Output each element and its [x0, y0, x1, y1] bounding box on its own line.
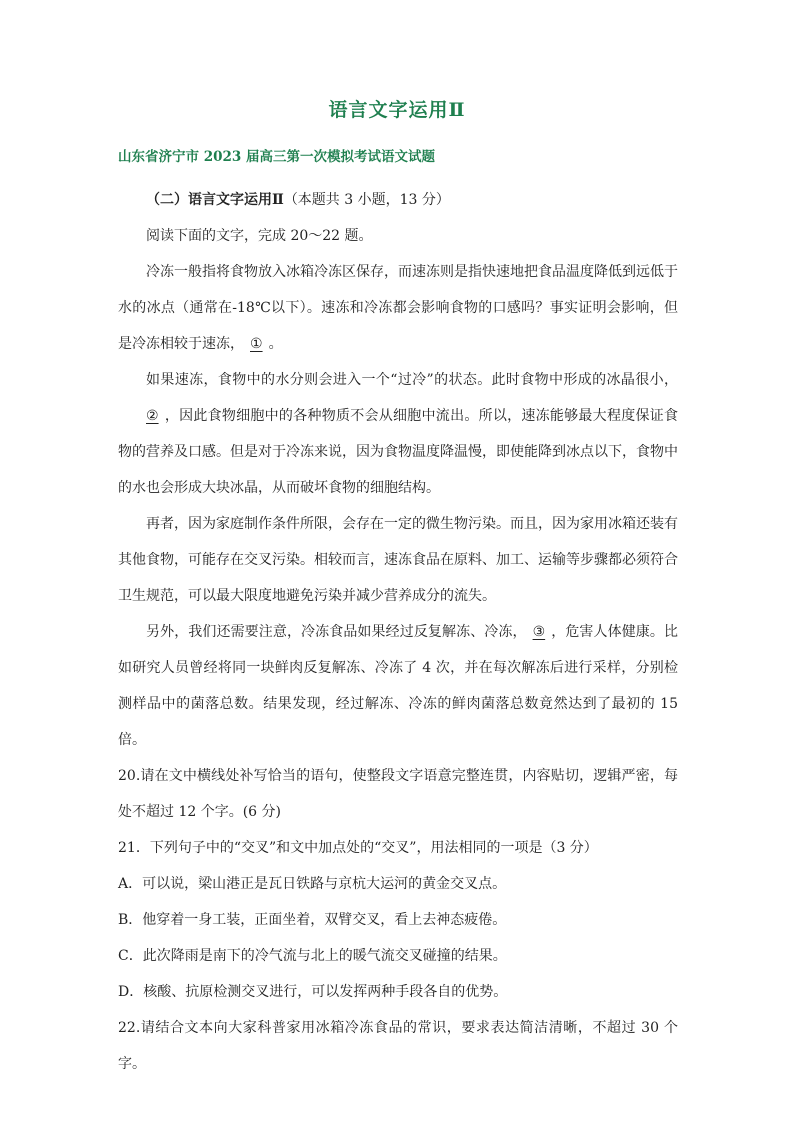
passage-paragraph-2: [118, 362, 678, 506]
question-21-option-b: B．他穿着一身工装，正面坐着，双臂交叉，看上去神态疲倦。: [118, 912, 507, 928]
reading-instruction: 阅读下面的文字，完成 20～22 题。: [146, 228, 373, 244]
fill-blank-3: ③: [532, 624, 546, 640]
paragraph-text: 冷冻一般指将食物放入冰箱冷冻区保存，而速冻则是指快速地把食品温度降低到远低于水的冰点（通常在-18℃以下）。速冻和冷冻都会影响食物的口感吗？事实证明会影响，但是冷冻相较于速冻，: [118, 264, 678, 352]
paragraph-text: 另外，我们还需要注意，冷冻食品如果经过反复解冻、冷冻，: [146, 624, 527, 640]
question-20: 20.请在文中横线处补写恰当的语句，使整段文字语意完整连贯，内容贴切，逻辑严密，每处不超过 12 个字。(6 分): [118, 768, 678, 820]
question-22: 22.请结合文本向大家科普家用冰箱冷冻食品的常识，要求表达简洁清晰，不超过 30 个字。: [118, 1020, 678, 1072]
passage-paragraph-3: 再者，因为家庭制作条件所限，会存在一定的微生物污染。而且，因为家用冰箱还装有其他食物，可能存在交叉污染。相较而言，速冻食品在原料、加工、运输等步骤都必须符合卫生规范，可以最大限度地避免污染并减少营养成分的流失。: [118, 516, 678, 604]
passage-paragraph-4: [118, 614, 678, 758]
question-21-option-c: C．此次降雨是南下的冷气流与北上的暖气流交叉碰撞的结果。: [118, 948, 507, 964]
exam-source-heading: 山东省济宁市 2023 届高三第一次模拟考试语文试题: [118, 149, 435, 165]
paragraph-text: 如果速冻，食物中的水分则会进入一个“过冷”的状态。此时食物中形成的冰晶很小，: [146, 372, 678, 388]
passage-paragraph-1: [118, 254, 678, 362]
paragraph-text: ，因此食物细胞中的各种物质不会从细胞中流出。所以，速冻能够最大程度保证食物的营养及口感。但是对于冷冻来说，因为食物温度降温慢，即使能降到冰点以下，食物中的水也会形成大块冰晶，从而破坏食物的细胞结构。: [118, 408, 678, 496]
paragraph-text: 。: [268, 336, 283, 352]
fill-blank-1: ①: [250, 336, 263, 352]
section-name: （二）语言文字运用Ⅱ: [146, 192, 284, 208]
question-21-option-d: D．核酸、抗原检测交叉进行，可以发挥两种手段各自的优势。: [118, 984, 508, 1000]
document-body: [118, 182, 678, 1082]
paragraph-text: ，危害人体健康。比如研究人员曾经将同一块鲜肉反复解冻、冷冻了 4 次，并在每次解冻后进行采样，分别检测样品中的菌落总数。结果发现，经过解冻、冷冻的鲜肉菌落总数竟然达到了最初的 15 倍。: [118, 624, 678, 748]
section-info: （本题共 3 小题，13 分）: [283, 192, 450, 208]
question-21-option-a: A．可以说，梁山港正是瓦日铁路与京杭大运河的黄金交叉点。: [118, 876, 507, 892]
section-heading: [118, 182, 678, 218]
question-21-stem: 21．下列句子中的“交叉”和文中加点处的“交叉”，用法相同的一项是（3 分）: [118, 840, 598, 856]
fill-blank-2: ②: [146, 408, 159, 424]
page-title: 语言文字运用Ⅱ: [328, 99, 466, 121]
